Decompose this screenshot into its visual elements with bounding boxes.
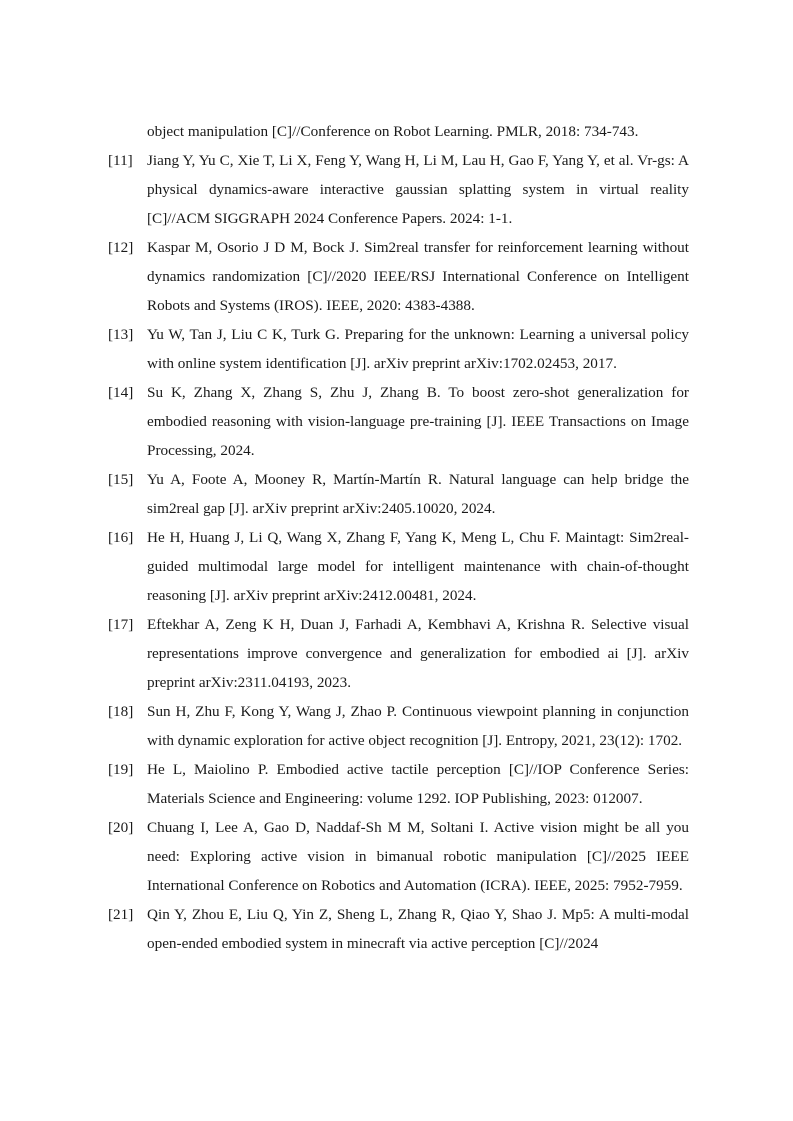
reference-text: Eftekhar A, Zeng K H, Duan J, Farhadi A, Kembhavi A, Krishna R. Selective visual representations improve convergence and generalization for embodied ai [J]. arXiv preprint arXiv:2311.04193, 2023. <box>147 616 689 691</box>
reference-number: [12] <box>108 239 134 256</box>
reference-text: Qin Y, Zhou E, Liu Q, Yin Z, Sheng L, Zhang R, Qiao Y, Shao J. Mp5: A multi-modal open-ended embodied system in minecraft via active perception [C]//2024 <box>147 906 689 952</box>
reference-number: [18] <box>108 703 134 720</box>
reference-number: [19] <box>108 761 134 778</box>
reference-entry-continuation <box>108 117 689 146</box>
reference-entry-12 <box>108 233 689 320</box>
reference-list <box>108 117 689 958</box>
reference-entry-21 <box>108 900 689 958</box>
reference-number: [13] <box>108 326 134 343</box>
reference-entry-20 <box>108 813 689 900</box>
reference-number: [16] <box>108 529 134 546</box>
reference-number: [11] <box>108 152 133 169</box>
reference-text: Jiang Y, Yu C, Xie T, Li X, Feng Y, Wang H, Li M, Lau H, Gao F, Yang Y, et al. Vr-gs: A physical dynamics-aware interactive gaussian splatting system in virtual reality [C]//ACM SIGGRAPH 2024 Conference Papers. 2024: 1-1. <box>147 152 689 227</box>
reference-text: Chuang I, Lee A, Gao D, Naddaf-Sh M M, Soltani I. Active vision might be all you need: Exploring active vision in bimanual robotic manipulation [C]//2025 IEEE International Conference on Robotics and Automation (ICRA). IEEE, 2025: 7952-7959. <box>147 819 689 894</box>
reference-number: [20] <box>108 819 134 836</box>
reference-entry-13 <box>108 320 689 378</box>
reference-entry-16 <box>108 523 689 610</box>
reference-number: [15] <box>108 471 134 488</box>
reference-text: Su K, Zhang X, Zhang S, Zhu J, Zhang B. To boost zero-shot generalization for embodied reasoning with vision-language pre-training [J]. IEEE Transactions on Image Processing, 2024. <box>147 384 689 459</box>
reference-entry-15 <box>108 465 689 523</box>
reference-text: object manipulation [C]//Conference on Robot Learning. PMLR, 2018: 734-743. <box>147 123 639 140</box>
reference-entry-19 <box>108 755 689 813</box>
reference-text: Yu W, Tan J, Liu C K, Turk G. Preparing for the unknown: Learning a universal policy with online system identification [J]. arXiv preprint arXiv:1702.02453, 2017. <box>147 326 689 372</box>
reference-text: Yu A, Foote A, Mooney R, Martín-Martín R. Natural language can help bridge the sim2real gap [J]. arXiv preprint arXiv:2405.10020, 2024. <box>147 471 689 517</box>
reference-number: [21] <box>108 906 134 923</box>
reference-entry-14 <box>108 378 689 465</box>
reference-number: [17] <box>108 616 134 633</box>
reference-text: He H, Huang J, Li Q, Wang X, Zhang F, Yang K, Meng L, Chu F. Maintagt: Sim2real-guided multimodal large model for intelligent maintenance with chain-of-thought reasoning [J]. arXiv preprint arXiv:2412.00481, 2024. <box>147 529 689 604</box>
reference-text: Kaspar M, Osorio J D M, Bock J. Sim2real transfer for reinforcement learning without dynamics randomization [C]//2020 IEEE/RSJ International Conference on Intelligent Robots and Systems (IROS). IEEE, 2020: 4383-4388. <box>147 239 689 314</box>
reference-entry-17 <box>108 610 689 697</box>
reference-entry-11 <box>108 146 689 233</box>
reference-number: [14] <box>108 384 134 401</box>
reference-text: Sun H, Zhu F, Kong Y, Wang J, Zhao P. Continuous viewpoint planning in conjunction with dynamic exploration for active object recognition [J]. Entropy, 2021, 23(12): 1702. <box>147 703 689 749</box>
reference-text: He L, Maiolino P. Embodied active tactile perception [C]//IOP Conference Series: Materials Science and Engineering: volume 1292. IOP Publishing, 2023: 012007. <box>147 761 689 807</box>
reference-entry-18 <box>108 697 689 755</box>
